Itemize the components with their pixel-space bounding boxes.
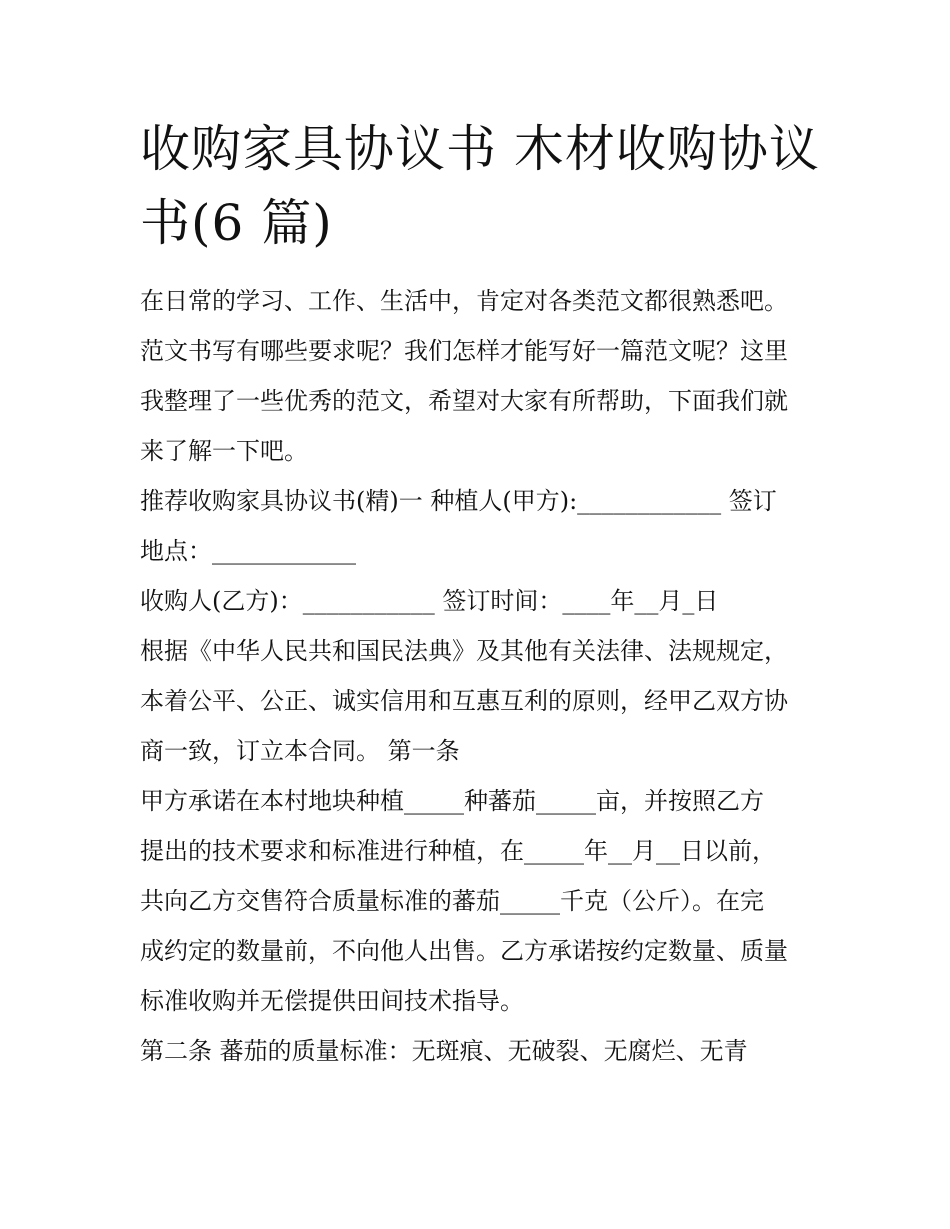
document-body: [140, 276, 830, 1076]
body-line: 标准收购并无偿提供田间技术指导。: [140, 987, 524, 1015]
body-line: 商一致，订立本合同。 第一条: [140, 737, 460, 765]
body-line: 地点：____________: [140, 537, 356, 565]
body-line: 第二条 蕃茄的质量标准：无斑痕、无破裂、无腐烂、无青: [140, 1037, 748, 1065]
body-line: 在日常的学习、工作、生活中，肯定对各类范文都很熟悉吧。: [140, 287, 788, 315]
body-line: 提出的技术要求和标准进行种植，在_____年__月__日以前，: [140, 837, 776, 865]
body-line: 来了解一下吧。: [140, 437, 308, 465]
title-line-2: 书(6 篇): [140, 194, 333, 252]
body-line: 收购人(乙方)：___________ 签订时间：____年__月_日: [140, 587, 719, 615]
body-line: 推荐收购家具协议书(精)一 种植人(甲方):____________ 签订: [140, 487, 777, 515]
body-line: 根据《中华人民共和国民法典》及其他有关法律、法规规定，: [140, 637, 788, 665]
document-title: [140, 112, 840, 260]
body-line: 共向乙方交售符合质量标准的蕃茄_____千克（公斤）。在完: [140, 887, 764, 915]
title-line-1: 收购家具协议书 木材收购协议: [140, 120, 820, 178]
body-line: 我整理了一些优秀的范文，希望对大家有所帮助，下面我们就: [140, 387, 788, 415]
body-line: 范文书写有哪些要求呢？我们怎样才能写好一篇范文呢？这里: [140, 337, 788, 365]
body-line: 本着公平、公正、诚实信用和互惠互利的原则，经甲乙双方协: [140, 687, 788, 715]
body-line: 成约定的数量前，不向他人出售。乙方承诺按约定数量、质量: [140, 937, 788, 965]
body-line: 甲方承诺在本村地块种植_____种蕃茄_____亩，并按照乙方: [140, 787, 764, 815]
